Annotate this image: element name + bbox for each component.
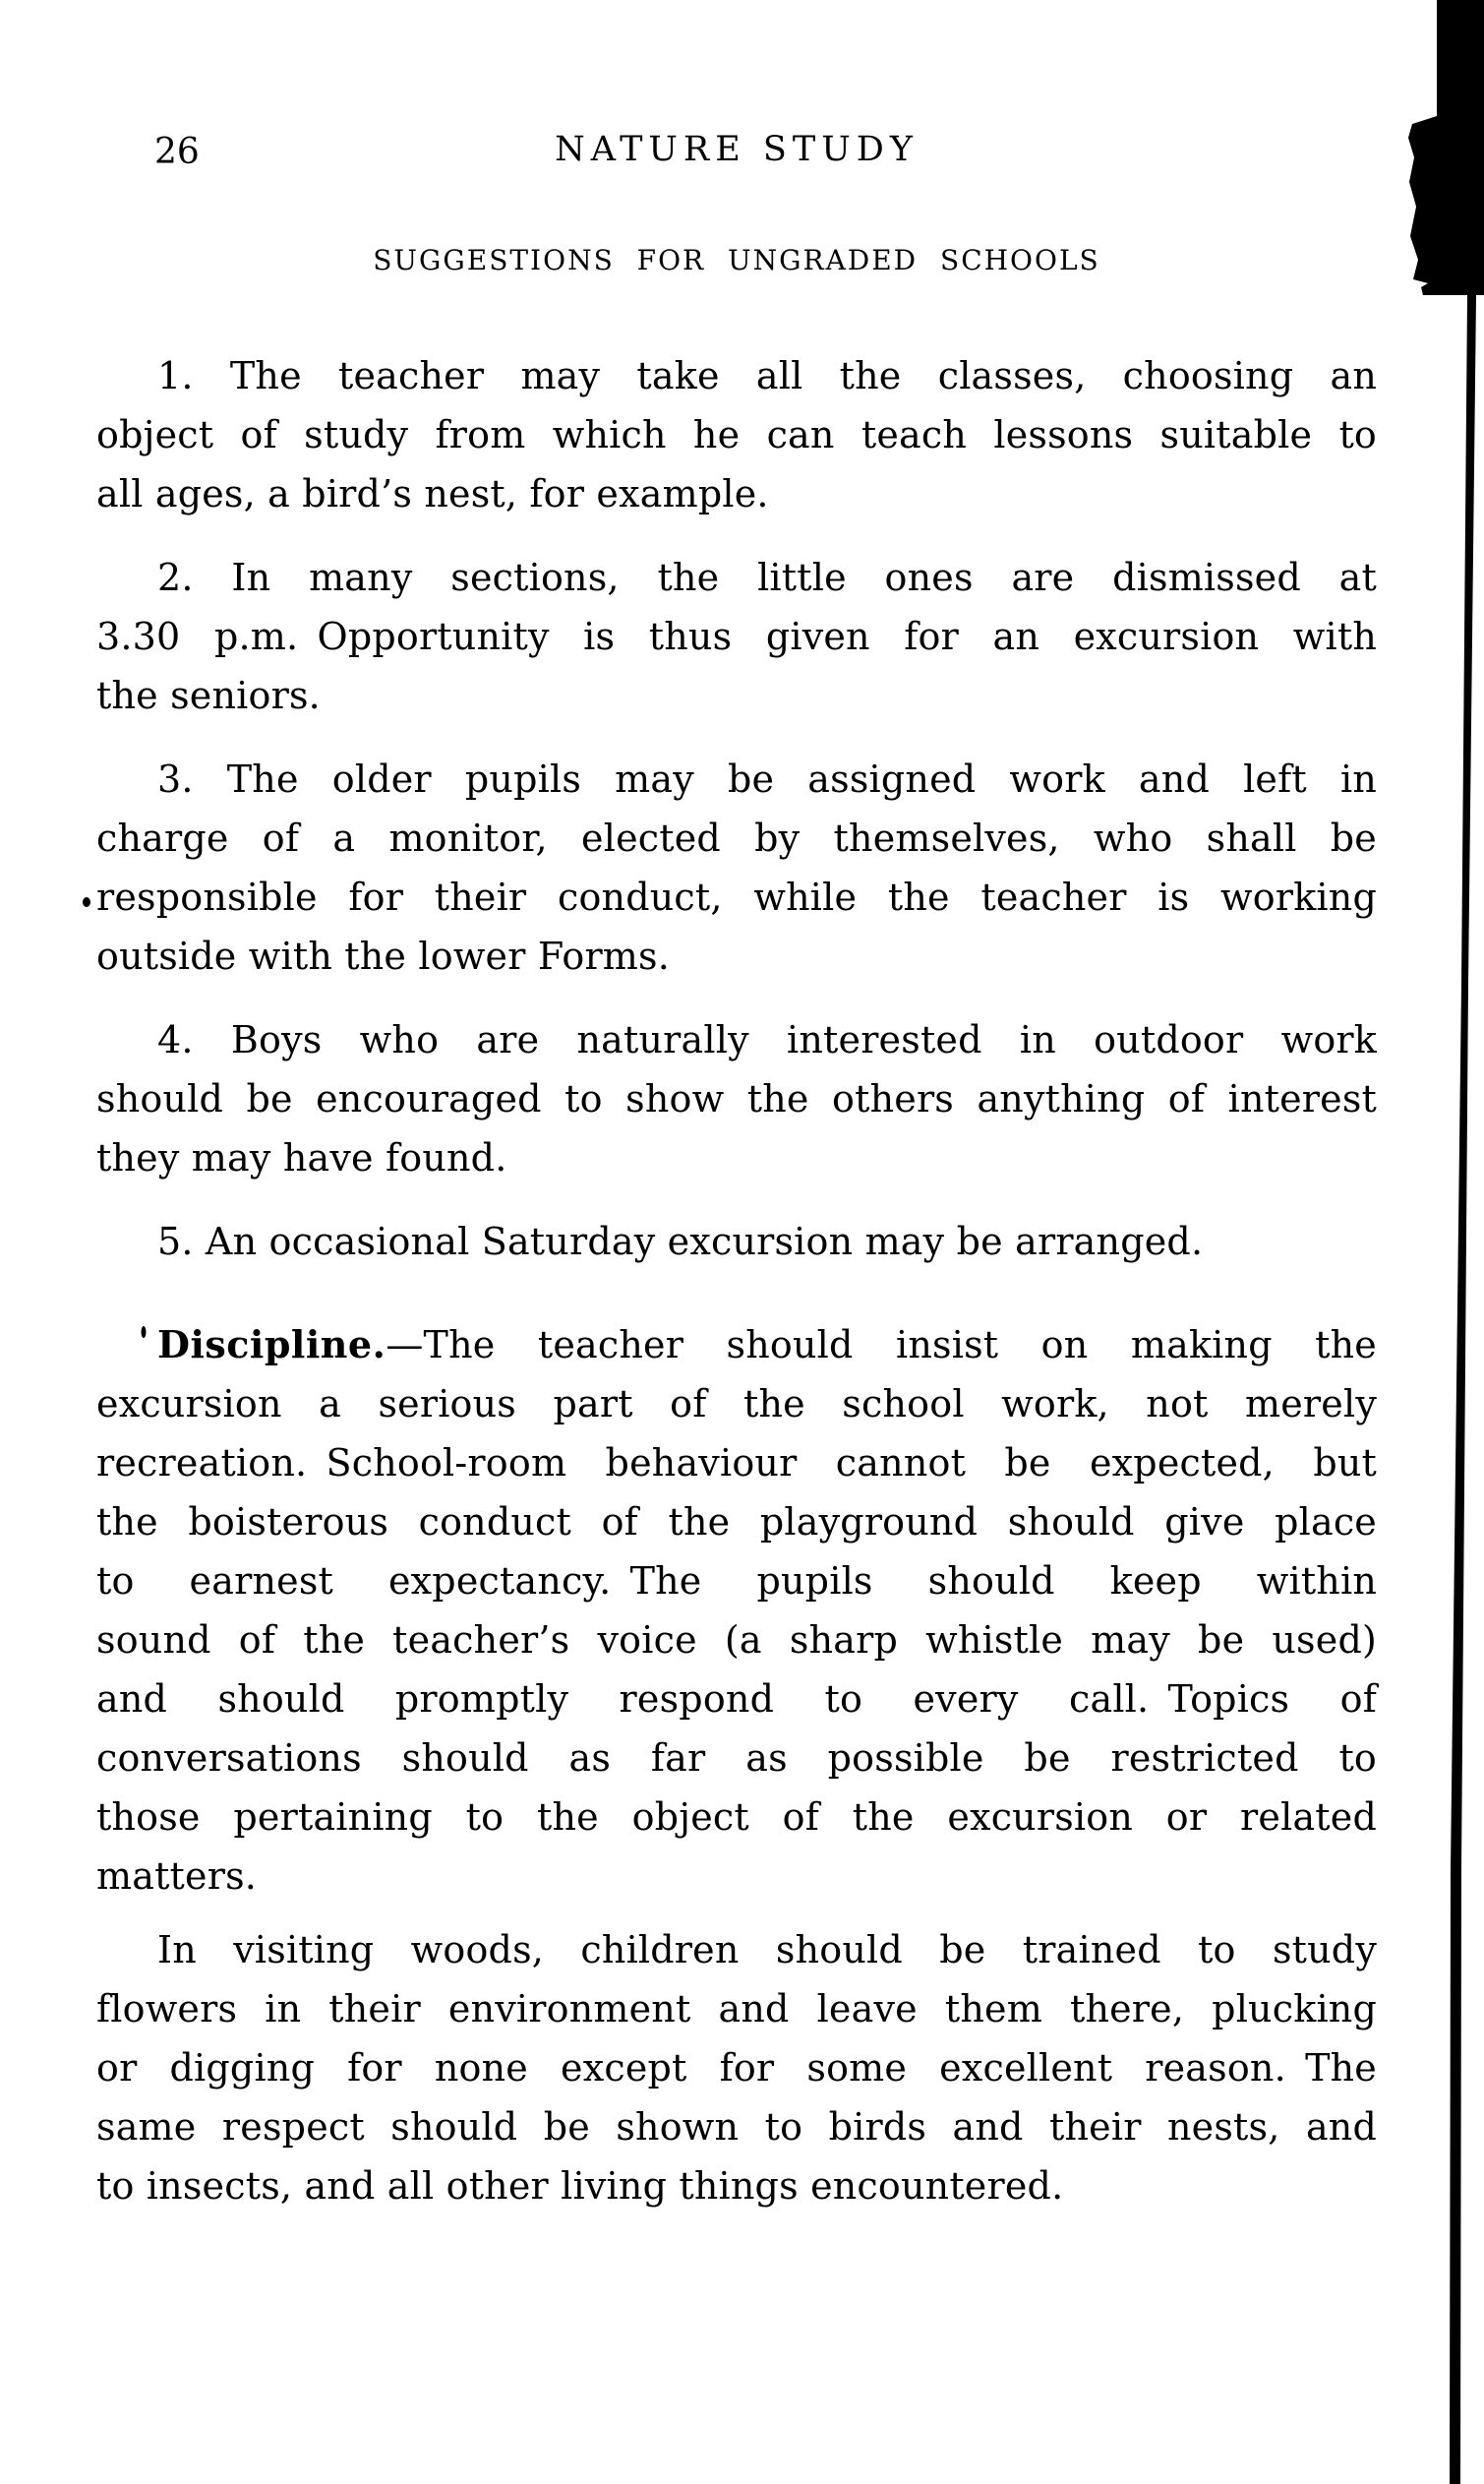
text-line: to earnest expectancy. The pupils should keep within <box>96 1559 1377 1603</box>
paragraph-closing <box>96 1920 1377 2215</box>
scan-blob-top-right <box>1408 0 1484 295</box>
text-line: object of study from which he can teach lessons suitable to <box>96 413 1377 456</box>
text-line: charge of a monitor, elected by themselves, who shall be <box>96 817 1377 860</box>
paragraph-discipline <box>96 1315 1377 1906</box>
text-line: 1. The teacher may take all the classes, choosing an <box>157 354 1377 397</box>
text-line: and should promptly respond to every call. Topics of <box>96 1677 1377 1721</box>
text-line: the seniors. <box>96 674 321 717</box>
text-line: or digging for none except for some excellent reason. The <box>96 2046 1377 2090</box>
text-line: all ages, a bird’s nest, for example. <box>96 472 769 515</box>
running-header-title: NATURE STUDY <box>555 130 919 169</box>
page-number: 26 <box>154 132 200 172</box>
text-line: the boisterous conduct of the playground should give place <box>96 1500 1377 1544</box>
paragraph-4 <box>96 1010 1377 1187</box>
text-line: sound of the teacher’s voice (a sharp whistle may be used) <box>96 1618 1377 1662</box>
paragraph-3 <box>96 750 1377 986</box>
text-line: 3.30 p.m. Opportunity is thus given for an excursion with <box>96 615 1377 658</box>
text-line: 3. The older pupils may be assigned work and left in <box>157 757 1377 801</box>
paragraph-1 <box>96 346 1377 523</box>
text-line: 4. Boys who are naturally interested in outdoor work <box>157 1018 1377 1061</box>
text-line: matters. <box>96 1854 258 1898</box>
scan-gutter-line <box>1450 295 1476 2484</box>
text-line: 5. An occasional Saturday excursion may be arranged. <box>157 1220 1204 1263</box>
text-line: responsible for their conduct, while the teacher is working <box>96 876 1377 919</box>
text-line: flowers in their environment and leave them there, plucking <box>96 1987 1377 2030</box>
paragraph-5 <box>96 1212 1377 1271</box>
section-heading: SUGGESTIONS FOR UNGRADED SCHOOLS <box>373 244 1100 276</box>
text-line: recreation. School-room behaviour cannot be expected, but <box>96 1441 1377 1484</box>
text-line: In visiting woods, children should be trained to study <box>157 1928 1377 1971</box>
discipline-lead-word: Discipline. <box>157 1322 386 1366</box>
paragraph-2 <box>96 548 1377 725</box>
text-line <box>96 1315 1377 1374</box>
body-text <box>96 346 1377 2215</box>
text-run: —The teacher should insist on making the <box>386 1323 1377 1366</box>
text-line: those pertaining to the object of the excursion or related <box>96 1795 1377 1839</box>
text-line: they may have found. <box>96 1136 507 1180</box>
text-line: should be encouraged to show the others anything of interest <box>96 1077 1377 1121</box>
text-line: conversations should as far as possible be restricted to <box>96 1736 1377 1780</box>
text-line: excursion a serious part of the school work, not merely <box>96 1382 1377 1425</box>
text-line: outside with the lower Forms. <box>96 935 671 978</box>
text-line: 2. In many sections, the little ones are dismissed at <box>157 556 1377 599</box>
ink-speck <box>83 897 90 907</box>
text-line: to insects, and all other living things encountered. <box>96 2164 1064 2208</box>
text-line: same respect should be shown to birds and their nests, and <box>96 2105 1377 2149</box>
